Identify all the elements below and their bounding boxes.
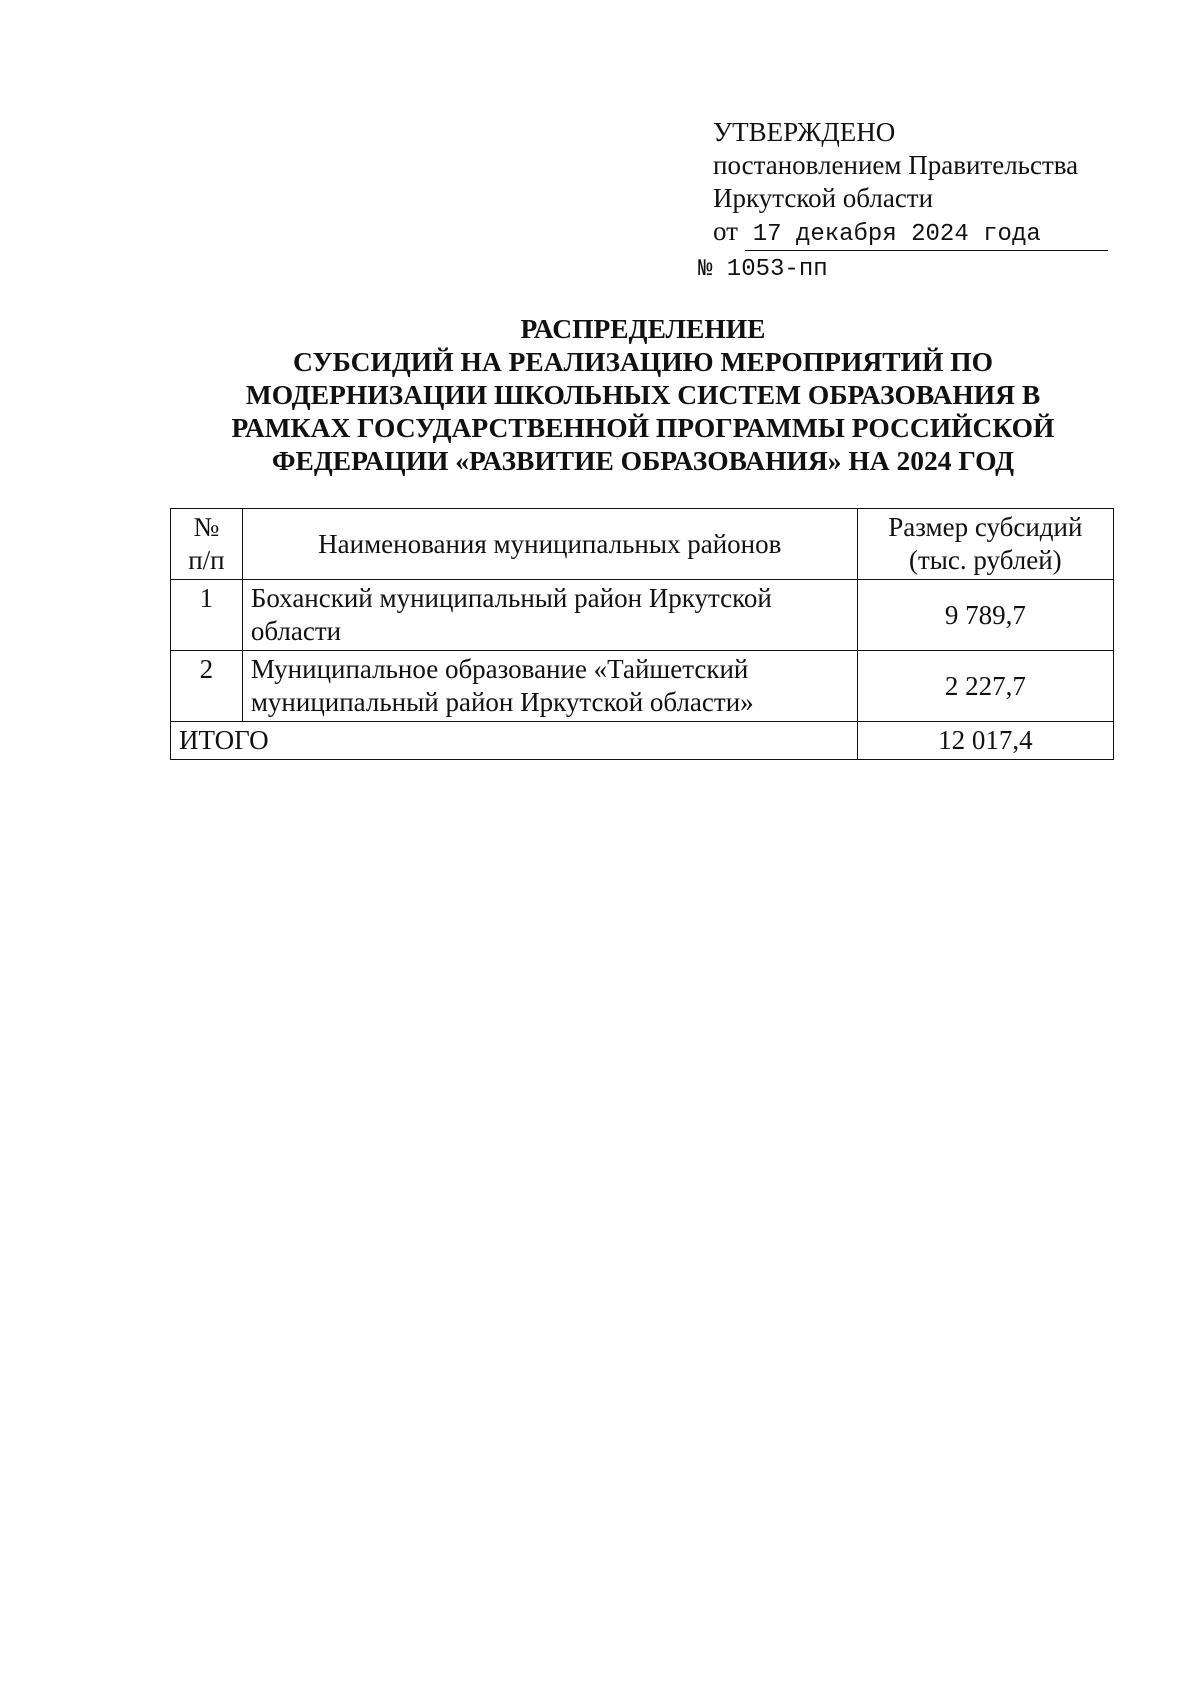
table-header-row — [171, 509, 1114, 580]
approval-region: Иркутской области — [713, 183, 934, 213]
row-name: Муниципальное образование «Тайшетский муниципальный район Иркутской области» — [242, 651, 857, 722]
row-number: 1 — [171, 580, 243, 651]
approval-number: № 1053-пп — [698, 256, 828, 283]
approval-date: 17 декабря 2024 года — [745, 220, 1108, 251]
table-row — [171, 651, 1114, 722]
subsidy-table — [170, 508, 1114, 760]
title-line: РАСПРЕДЕЛЕНИЕ — [520, 313, 766, 344]
approval-authority: постановлением Правительства — [713, 150, 1079, 180]
header-number: № п/п — [171, 509, 243, 580]
approval-date-prefix: от — [713, 216, 738, 246]
row-name: Боханский муниципальный район Иркутской области — [242, 580, 857, 651]
header-amount: Размер субсидий (тыс. рублей) — [857, 509, 1113, 580]
table-total-row — [171, 722, 1114, 760]
document-title — [170, 312, 1116, 477]
approval-status: УТВЕРЖДЕНО — [713, 117, 896, 147]
approval-date-line — [713, 215, 1108, 251]
title-line: ФЕДЕРАЦИИ «РАЗВИТИЕ ОБРАЗОВАНИЯ» НА 2024 ГОД — [271, 445, 1015, 476]
title-line: СУБСИДИЙ НА РЕАЛИЗАЦИЮ МЕРОПРИЯТИЙ ПО — [292, 346, 994, 377]
table-row — [171, 580, 1114, 651]
approval-stamp — [698, 116, 1108, 286]
title-line: РАМКАХ ГОСУДАРСТВЕННОЙ ПРОГРАММЫ РОССИЙСКОЙ — [231, 412, 1055, 443]
total-label: ИТОГО — [171, 722, 858, 760]
title-line: МОДЕРНИЗАЦИИ ШКОЛЬНЫХ СИСТЕМ ОБРАЗОВАНИЯ В — [245, 379, 1041, 410]
row-amount: 2 227,7 — [857, 651, 1113, 722]
total-amount: 12 017,4 — [857, 722, 1113, 760]
header-name: Наименования муниципальных районов — [242, 509, 857, 580]
row-amount: 9 789,7 — [857, 580, 1113, 651]
row-number: 2 — [171, 651, 243, 722]
